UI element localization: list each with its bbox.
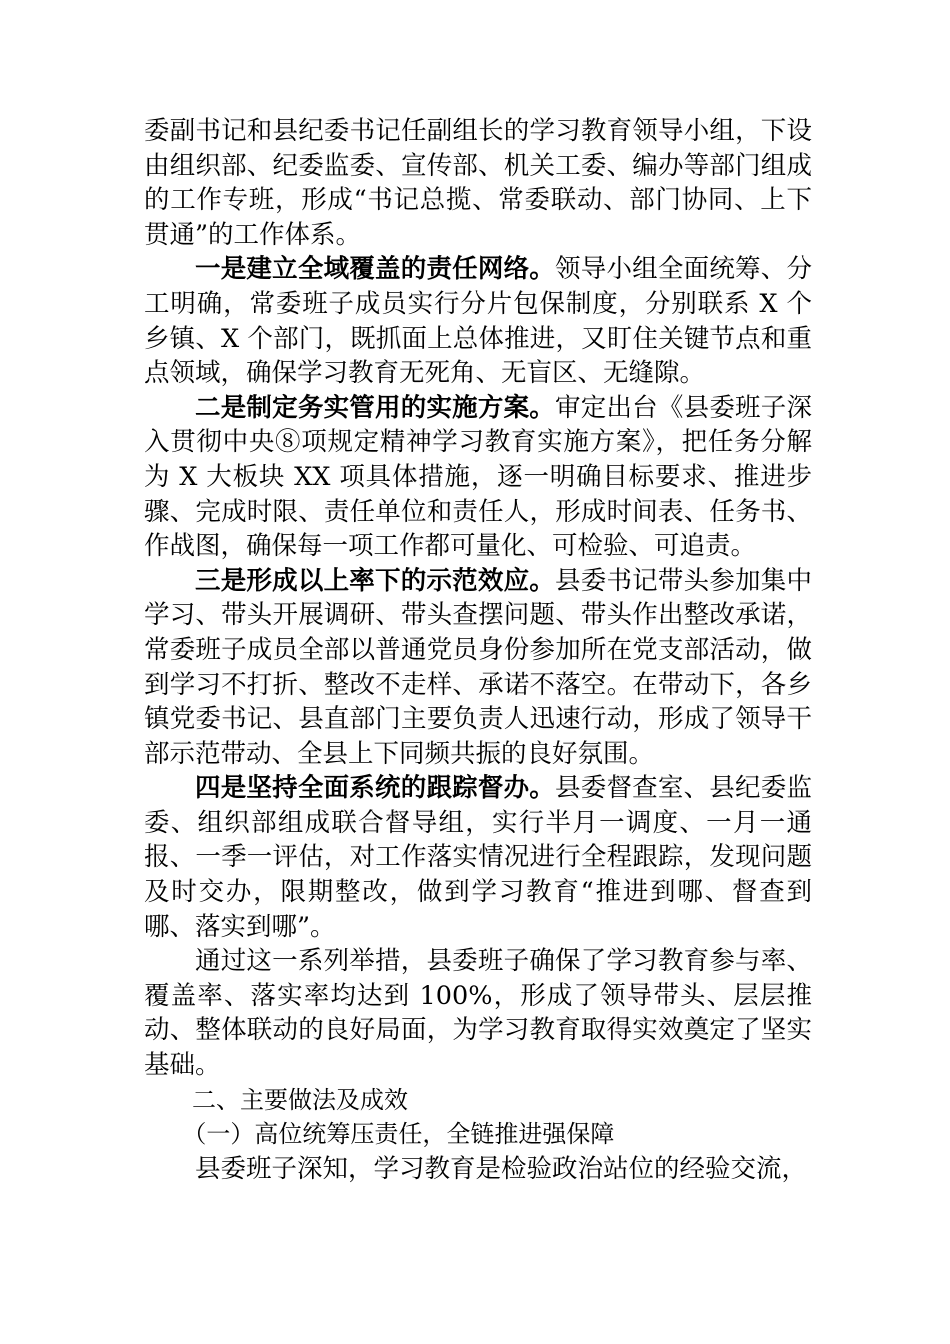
paragraph-continued — [144, 1152, 812, 1187]
paragraph-text: 县委书记带头参加集中学习、带头开展调研、带头查摆问题、带头作出整改承诺，常委班子成员全部以普通党员身份参加所在党支部活动，做到学习不打折、整改不走样、承诺不落空。在带动下，各乡镇党委书记、县直部门主要负责人迅速行动，形成了领导干部示范带动、全县上下同频共振的良好氛围。 — [144, 565, 812, 769]
paragraph-lead: 二是制定务实管用的实施方案。 — [195, 392, 556, 423]
paragraph-text: 县委督查室、县纪委监委、组织部组成联合督导组，实行半月一调度、一月一通报、一季一评估，对工作落实情况进行全程跟踪，发现问题及时交办，限期整改，做到学习教育“推进到哪、督查到哪、落实到哪”。 — [144, 773, 812, 942]
paragraph-text: 领导小组全面统筹、分工明确，常委班子成员实行分片包保制度，分别联系 X 个乡镇、X 个部门，既抓面上总体推进，又盯住关键节点和重点领域，确保学习教育无死角、无盲区、无缝隙。 — [144, 254, 812, 389]
document-page — [144, 114, 812, 1186]
paragraph-lead: 三是形成以上率下的示范效应。 — [195, 565, 556, 596]
paragraph-point-one — [144, 252, 812, 390]
paragraph-lead: 四是坚持全面系统的跟踪督办。 — [195, 773, 556, 804]
paragraph-point-two — [144, 391, 812, 564]
paragraph-summary — [144, 944, 812, 1082]
section-heading: 二、主要做法及成效 — [192, 1085, 408, 1114]
paragraph-intro — [144, 114, 812, 252]
paragraph-text: 审定出台《县委班子深入贯彻中央⑧项规定精神学习教育实施方案》，把任务分解为 X 大板块 XX 项具体措施，逐一明确目标要求、推进步骤、完成时限、责任单位和责任人，形成时间表、任务书、作战图，确保每一项工作都可量化、可检验、可追责。 — [144, 392, 812, 562]
paragraph-point-four — [144, 771, 812, 944]
paragraph-point-three — [144, 564, 812, 772]
paragraph-lead: 一是建立全域覆盖的责任网络。 — [195, 254, 556, 285]
subsection-heading: （一）高位统筹压责任，全链推进强保障 — [182, 1120, 615, 1149]
paragraph-text: 县委班子深知，学习教育是检验政治站位的经验交流， — [195, 1153, 808, 1184]
paragraph-text: 通过这一系列举措，县委班子确保了学习教育参与率、覆盖率、落实率均达到 100%，形成了领导带头、层层推动、整体联动的良好局面，为学习教育取得实效奠定了坚实基础。 — [144, 946, 812, 1081]
paragraph-text: 委副书记和县纪委书记任副组长的学习教育领导小组，下设由组织部、纪委监委、宣传部、机关工委、编办等部门组成的工作专班，形成“书记总揽、常委联动、部门协同、上下贯通”的工作体系。 — [144, 116, 812, 250]
